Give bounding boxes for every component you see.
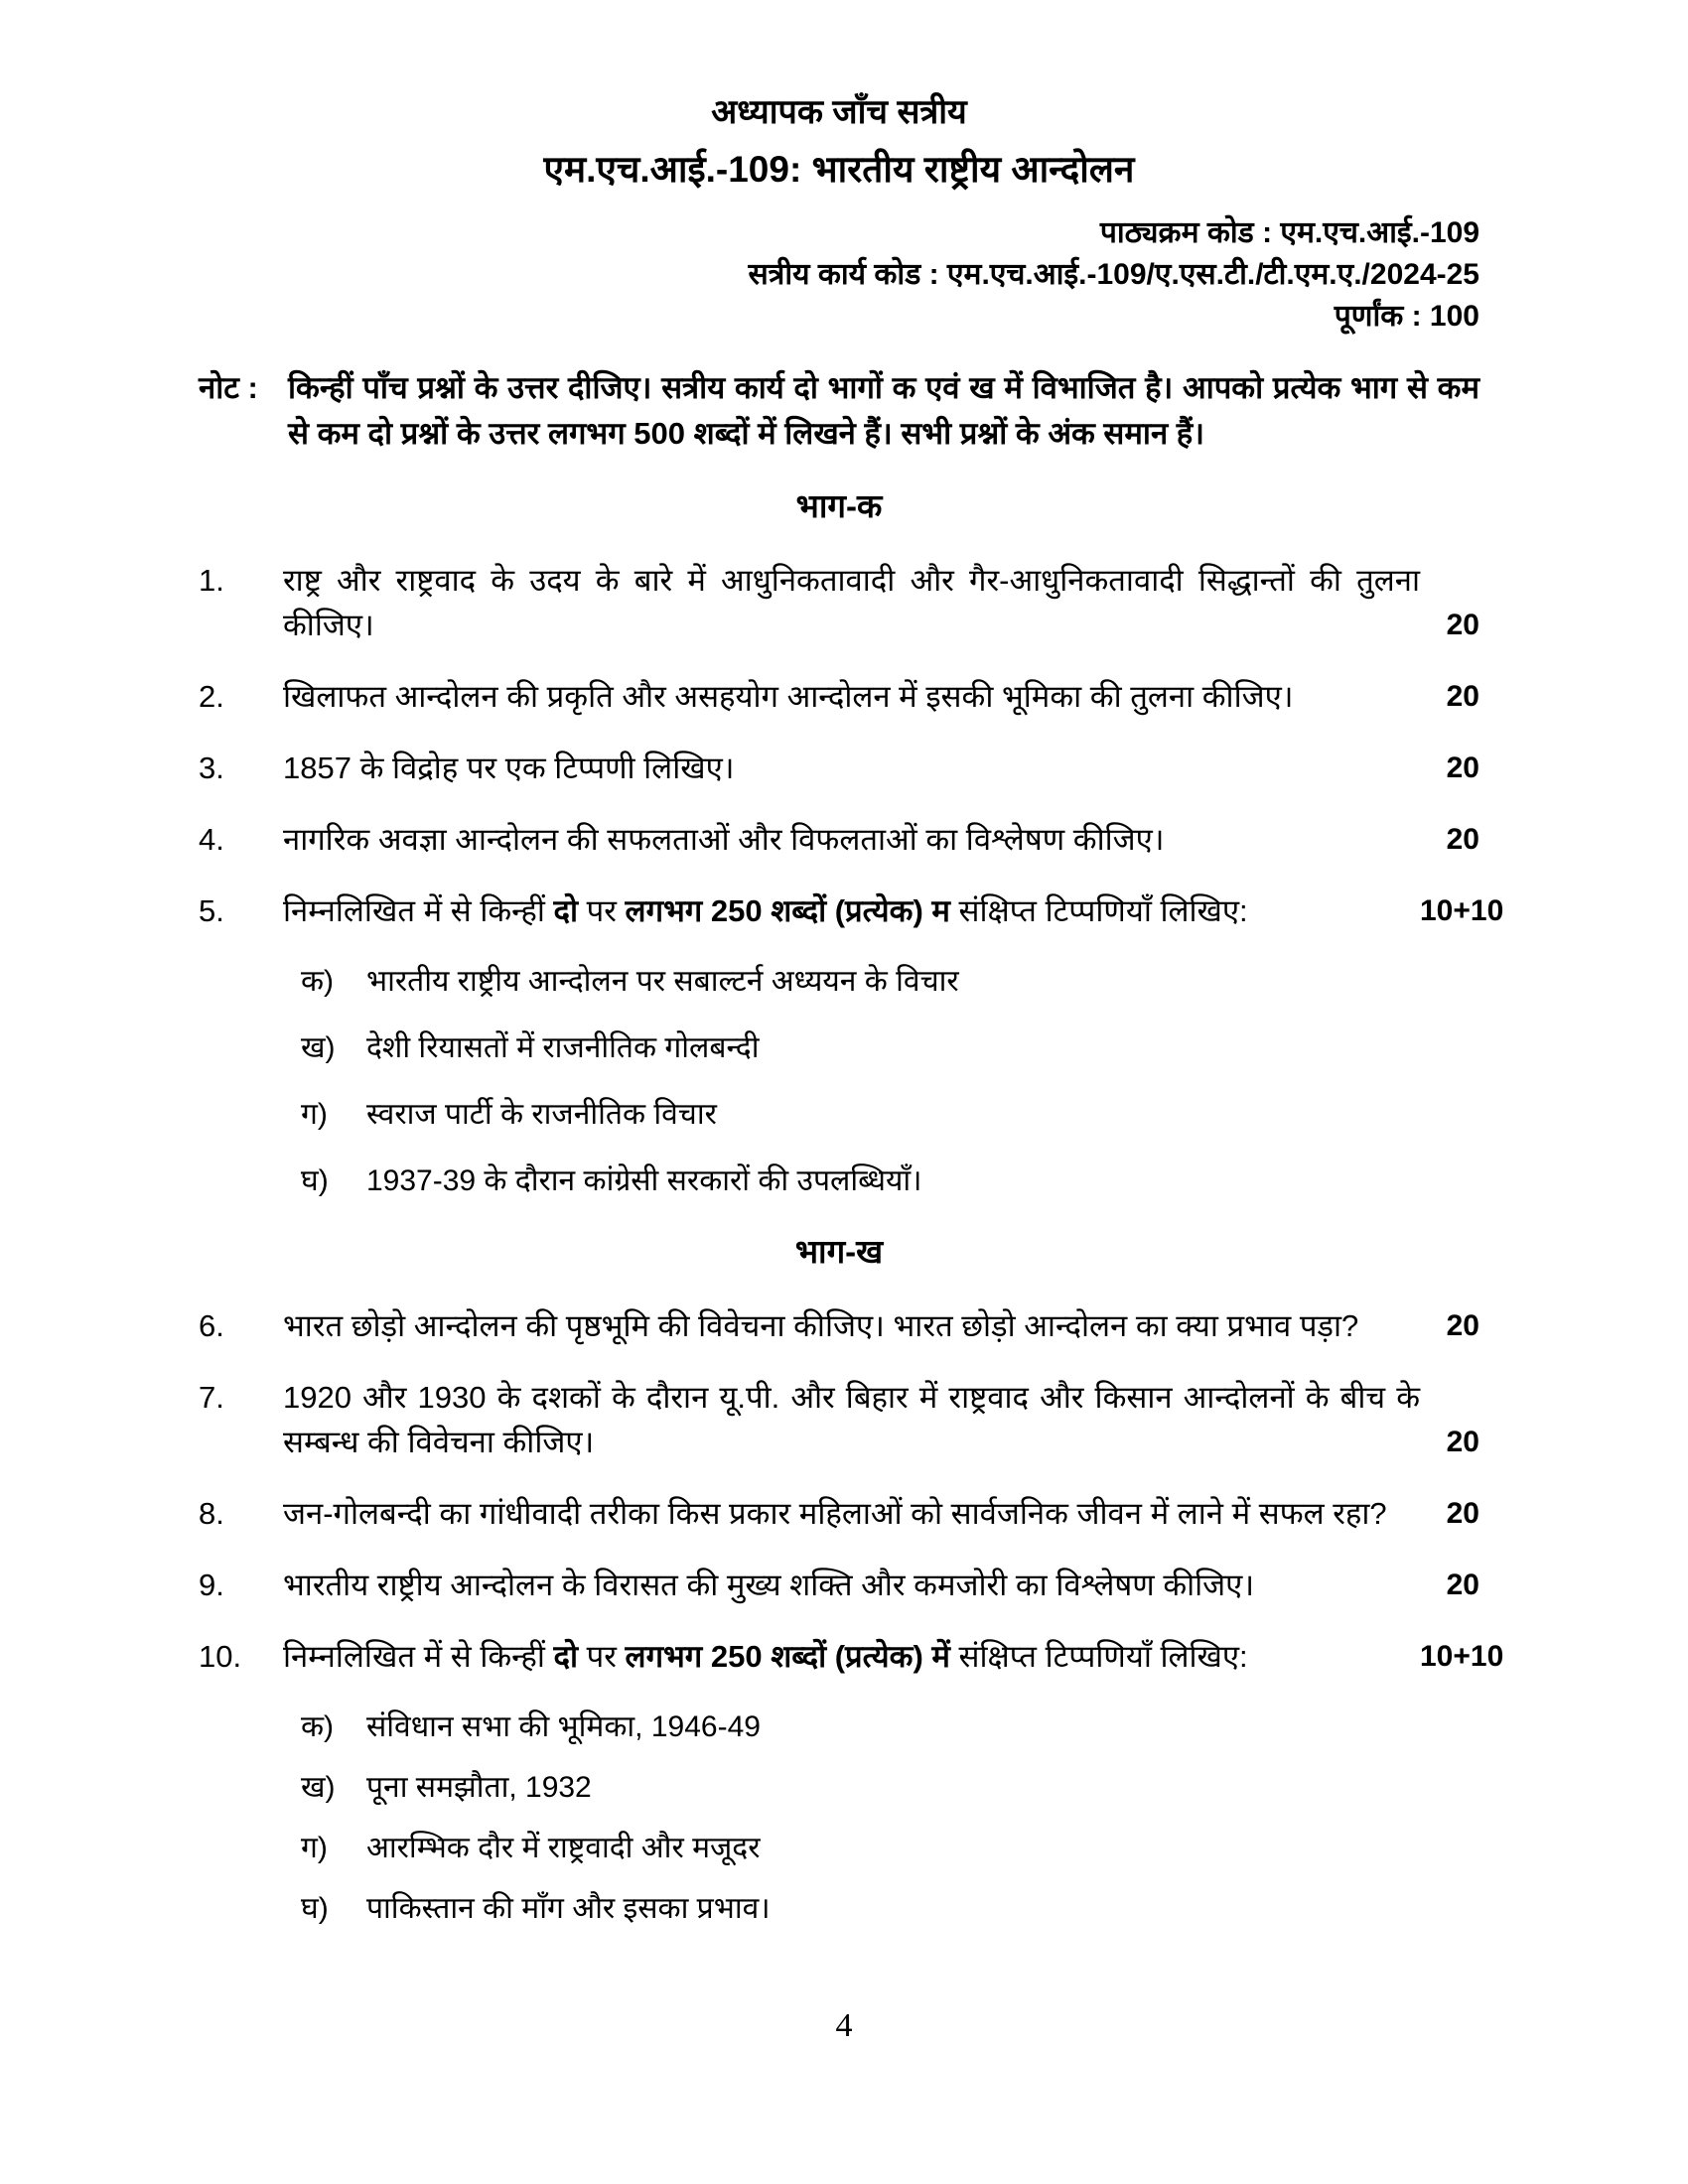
course-code: पाठ्यक्रम कोड : एम.एच.आई.-109 (1099, 216, 1479, 249)
option-row-gha (301, 1160, 1479, 1202)
question-text: 1857 के विद्रोह पर एक टिप्पणी लिखिए। (283, 751, 735, 785)
question-row-3 (199, 746, 1479, 790)
option-text: संविधान सभा की भूमिका, 1946-49 (366, 1710, 761, 1743)
question-number: 8. (199, 1496, 224, 1531)
question-marks: 20 (1446, 680, 1479, 713)
question-row-4 (199, 817, 1479, 862)
question-10-options (199, 1706, 1479, 1930)
question-row-6 (199, 1303, 1479, 1348)
question-marks: 10+10 (1420, 1640, 1504, 1673)
option-row-kha (301, 1766, 1479, 1809)
option-text: भारतीय राष्ट्रीय आन्दोलन पर सबाल्टर्न अध्ययन के विचार (366, 965, 959, 998)
max-marks: पूर्णांक : 100 (1334, 300, 1479, 333)
question-marks: 20 (1446, 1426, 1479, 1458)
option-label: क) (301, 965, 335, 998)
note-text: किन्हीं पाँच प्रश्नों के उत्तर दीजिए। सत्रीय कार्य दो भागों क एवं ख में विभाजित है। आपको प्रत्येक भाग से कम से कम दो प्रश्नों के उत्तर लगभग 500 शब्दों में लिखने हैं। सभी प्रश्नों के अंक समान हैं। (288, 370, 1479, 451)
question-row-9 (199, 1563, 1479, 1607)
question-text-segment: निम्नलिखित में से किन्हीं (283, 893, 554, 928)
question-text-segment-bold: लगभग 250 शब्दों (प्रत्येक) म (625, 893, 950, 928)
question-text: राष्ट्र और राष्ट्रवाद के उदय के बारे में आधुनिकतावादी और गैर-आधुनिकतावादी सिद्धान्तों की तुलना कीजिए। (283, 563, 1420, 642)
question-row-5 (199, 888, 1504, 933)
option-row-kha (301, 1026, 1479, 1069)
option-label: ग) (301, 1098, 328, 1131)
part-a-heading: भाग-क (795, 487, 883, 524)
question-number: 5. (199, 893, 224, 928)
option-label: घ) (301, 1892, 329, 1925)
question-text: भारतीय राष्ट्रीय आन्दोलन के विरासत की मुख्य शक्ति और कमजोरी का विश्लेषण कीजिए। (283, 1568, 1255, 1602)
option-label: क) (301, 1710, 335, 1743)
option-label: ख) (301, 1771, 336, 1804)
assignment-code: सत्रीय कार्य कोड : एम.एच.आई.-109/ए.एस.टी./टी.एम.ए./2024-25 (748, 258, 1479, 291)
option-row-ka (301, 960, 1479, 1003)
question-row-7 (199, 1375, 1479, 1464)
note-label: नोट : (199, 370, 258, 405)
option-row-ka (301, 1706, 1479, 1748)
exam-type-title: अध्यापक जाँच सत्रीय (711, 93, 967, 131)
question-row-8 (199, 1491, 1479, 1536)
question-text-segment: पर (578, 893, 626, 928)
question-row-2 (199, 674, 1479, 719)
page-header (199, 91, 1479, 193)
question-marks: 20 (1446, 751, 1479, 784)
question-marks: 20 (1446, 609, 1479, 641)
question-marks: 20 (1446, 823, 1479, 856)
option-label: घ) (301, 1164, 329, 1197)
question-text-segment-bold: दो (553, 893, 579, 928)
question-text-segment: संक्षिप्त टिप्पणियाँ लिखिए: (949, 893, 1248, 928)
option-text: पूना समझौता, 1932 (366, 1771, 592, 1804)
question-text-segment: निम्नलिखित में से किन्हीं (283, 1639, 554, 1674)
question-5-options (199, 960, 1479, 1202)
option-row-ga (301, 1827, 1479, 1869)
question-row-10 (199, 1634, 1504, 1679)
course-title: एम.एच.आई.-109: भारतीय राष्ट्रीय आन्दोलन (543, 149, 1135, 190)
question-marks: 20 (1446, 1309, 1479, 1342)
question-number: 9. (199, 1568, 224, 1602)
option-row-gha (301, 1887, 1479, 1930)
page-number: 4 (835, 2007, 853, 2044)
option-text: स्वराज पार्टी के राजनीतिक विचार (366, 1098, 717, 1131)
option-text: देशी रियासतों में राजनीतिक गोलबन्दी (366, 1031, 760, 1064)
option-text: आरम्भिक दौर में राष्ट्रवादी और मजूदर (366, 1832, 761, 1864)
option-row-ga (301, 1093, 1479, 1136)
option-label: ग) (301, 1832, 328, 1864)
question-number: 2. (199, 679, 224, 714)
meta-block (199, 212, 1479, 338)
question-number: 10. (199, 1639, 242, 1674)
question-text (283, 1634, 1420, 1679)
question-text-segment: संक्षिप्त टिप्पणियाँ लिखिए: (949, 1639, 1248, 1674)
question-number: 7. (199, 1380, 224, 1415)
option-text: 1937-39 के दौरान कांग्रेसी सरकारों की उपलब्धियाँ। (366, 1164, 922, 1197)
question-marks: 20 (1446, 1569, 1479, 1601)
question-text: नागरिक अवज्ञा आन्दोलन की सफलताओं और विफलताओं का विश्लेषण कीजिए। (283, 822, 1165, 857)
question-text: 1920 और 1930 के दशकों के दौरान यू.पी. और बिहार में राष्ट्रवाद और किसान आन्दोलनों के बीच के सम्बन्ध की विवेचना कीजिए। (283, 1380, 1420, 1459)
question-text: जन-गोलबन्दी का गांधीवादी तरीका किस प्रकार महिलाओं को सार्वजनिक जीवन में लाने में सफल रहा? (283, 1496, 1387, 1531)
question-number: 1. (199, 563, 224, 598)
question-marks: 10+10 (1420, 894, 1504, 927)
question-row-1 (199, 558, 1479, 647)
question-number: 3. (199, 751, 224, 785)
note-block (199, 365, 1479, 457)
question-number: 6. (199, 1308, 224, 1343)
option-label: ख) (301, 1031, 336, 1064)
question-text: खिलाफत आन्दोलन की प्रकृति और असहयोग आन्दोलन में इसकी भूमिका की तुलना कीजिए। (283, 679, 1294, 714)
question-number: 4. (199, 822, 224, 857)
part-b-heading: भाग-ख (794, 1233, 884, 1270)
question-text: भारत छोड़ो आन्दोलन की पृष्ठभूमि की विवेचना कीजिए। भारत छोड़ो आन्दोलन का क्या प्रभाव पड़ा? (283, 1308, 1359, 1343)
question-text (283, 888, 1420, 933)
question-text-segment-bold: लगभग 250 शब्दों (प्रत्येक) में (625, 1639, 950, 1674)
question-text-segment-bold: दो (553, 1639, 579, 1674)
option-text: पाकिस्तान की माँग और इसका प्रभाव। (366, 1892, 771, 1925)
question-marks: 20 (1446, 1497, 1479, 1530)
question-text-segment: पर (578, 1639, 626, 1674)
